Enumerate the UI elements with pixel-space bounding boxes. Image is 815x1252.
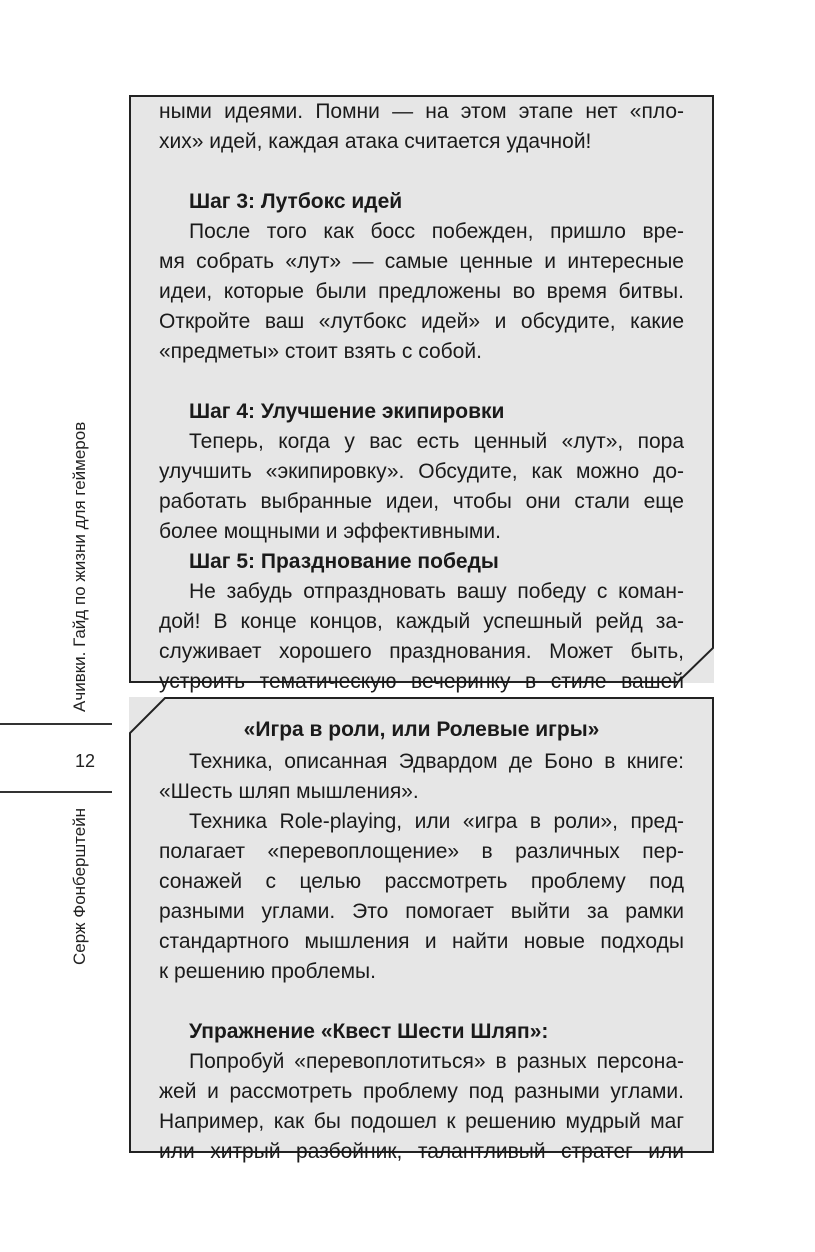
text-line: Откройте ваш «лутбокс идей» и обсудите, какие — [159, 310, 684, 333]
text-line: Техника Role-playing, или «игра в роли», пред- — [189, 810, 684, 833]
text-line: Теперь, когда у вас есть ценный «лут», пора — [189, 430, 684, 453]
page-rule-top — [0, 723, 112, 725]
text-box-role-playing — [129, 697, 714, 1163]
text-line: жей и рассмотреть проблему под разными углами. — [159, 1080, 684, 1103]
text-box-steps — [129, 95, 714, 693]
text-line: хих» идей, каждая атака считается удачной! — [159, 130, 592, 153]
section-heading: Упражнение «Квест Шести Шляп»: — [189, 1020, 549, 1043]
page-number: 12 — [75, 751, 96, 771]
page-rule-bottom — [0, 791, 112, 793]
text-line: устроить тематическую вечеринку в стиле вашей — [159, 670, 684, 693]
text-line: более мощными и эффективными. — [159, 520, 501, 543]
text-line: к решению проблемы. — [159, 960, 376, 983]
text-line: Попробуй «перевоплотиться» в разных персона- — [189, 1050, 684, 1073]
text-line: мя собрать «лут» — самые ценные и интересные — [159, 250, 684, 273]
text-line: дой! В конце концов, каждый успешный рейд за- — [159, 610, 684, 633]
text-line: Не забудь отпраздновать вашу победу с коман- — [189, 580, 684, 603]
paragraph-gap — [159, 157, 684, 187]
text-line: Техника, описанная Эдвардом де Боно в книге: — [189, 750, 684, 773]
text-line: ными идеями. Помни — на этом этапе нет «пло- — [159, 100, 684, 123]
running-title: Ачивки. Гайд по жизни для геймеров — [70, 421, 89, 712]
box-role-playing-body — [159, 715, 684, 1167]
text-line: полагает «перевоплощение» в различных пер- — [159, 840, 684, 863]
text-line: сонажей с целью рассмотреть проблему под — [159, 870, 684, 893]
text-line: идеи, которые были предложены во время битвы. — [159, 280, 684, 303]
paragraph-gap — [159, 987, 684, 1017]
text-line: разными углами. Это помогает выйти за рамки — [159, 900, 684, 923]
text-line: «Шесть шляп мышления». — [159, 780, 419, 803]
text-line: После того как босс побежден, пришло вре- — [189, 220, 684, 243]
box-steps-body — [159, 97, 684, 727]
author-name: Серж Фонберштейн — [70, 807, 89, 965]
text-line: улучшить «экипировку». Обсудите, как можно до- — [159, 460, 684, 483]
text-line: стандартного мышления и найти новые подходы — [159, 930, 684, 953]
paragraph-gap — [159, 367, 684, 397]
section-heading: Шаг 4: Улучшение экипировки — [189, 400, 505, 423]
text-line: служивает хорошего празднования. Может быть, — [159, 640, 684, 663]
section-heading: Шаг 5: Празднование победы — [189, 550, 499, 573]
text-line: или хитрый разбойник, талантливый стратег или — [159, 1140, 684, 1163]
text-line: «предметы» стоит взять с собой. — [159, 340, 482, 363]
text-line: работать выбранные идеи, чтобы они стали еще — [159, 490, 684, 513]
text-line: Например, как бы подошел к решению мудрый маг — [159, 1110, 684, 1133]
section-heading: Шаг 3: Лутбокс идей — [189, 190, 403, 213]
section-heading: «Игра в роли, или Ролевые игры» — [243, 718, 600, 741]
